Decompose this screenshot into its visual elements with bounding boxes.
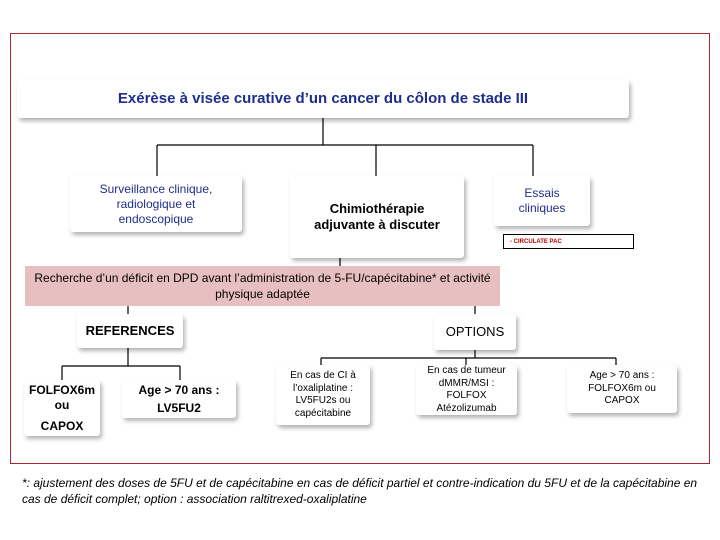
surveillance-text: Surveillance clinique, radiologique et endoscopique <box>99 181 213 226</box>
age-ref-box <box>122 380 236 418</box>
surveillance-box <box>70 176 242 232</box>
references-label: REFERENCES <box>85 322 175 338</box>
dmmr-box <box>416 365 517 415</box>
age-ref-line2: LV5FU2 <box>157 400 201 415</box>
ci-text: En cas de CI à l’oxaliplatine : LV5FU2s ou capécitabine <box>290 370 356 419</box>
essais-text: Essais cliniques <box>518 186 566 215</box>
dpd-box <box>25 266 500 306</box>
title-text: Exérèse à visée curative d’un cancer du côlon de stade III <box>117 89 529 107</box>
chimio-box <box>290 176 464 258</box>
options-label: OPTIONS <box>445 323 505 339</box>
circulate-box <box>503 234 634 249</box>
age-ref-line1: Age > 70 ans : <box>138 382 220 397</box>
folfox-line1: FOLFOX6m <box>28 382 95 397</box>
references-box <box>77 314 183 348</box>
circulate-text: - CIRCULATE PAC <box>510 239 562 245</box>
capox-text: CAPOX <box>40 418 84 433</box>
chimio-text: Chimiothérapie adjuvante à discuter <box>314 200 440 232</box>
age-opt-text: Age > 70 ans : FOLFOX6m ou CAPOX <box>588 370 656 407</box>
dmmr-text: En cas de tumeur dMMR/MSI : FOLFOX Atézolizumab <box>427 365 506 414</box>
options-box <box>434 314 516 350</box>
dpd-text: Recherche d’un déficit en DPD avant l’administration de 5-FU/capécitabine* et activité physique adaptée <box>34 270 491 301</box>
folfox-box <box>24 380 100 436</box>
title-box <box>17 80 629 118</box>
footnote: *: ajustement des doses de 5FU et de capécitabine en cas de déficit partiel et contre-indication du 5FU et de la capécitabine en cas de déficit complet; option : association raltitrexed-oxaliplatine <box>22 476 698 507</box>
ci-box <box>276 365 370 425</box>
folfox-line2: ou <box>54 397 70 412</box>
essais-box <box>494 176 590 226</box>
age-opt-box <box>567 365 677 413</box>
